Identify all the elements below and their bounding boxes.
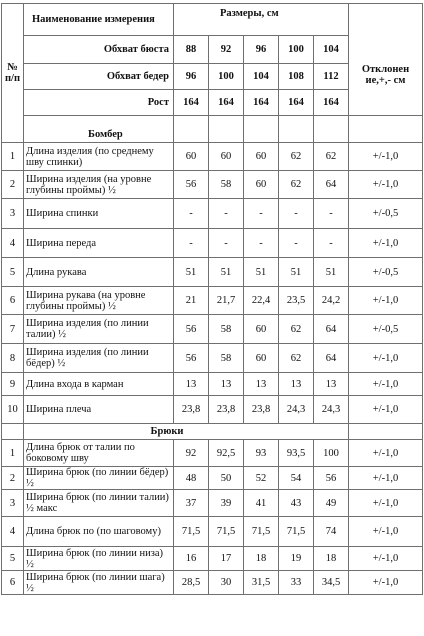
hip-size: 112 [314,64,349,90]
size-value: 23,8 [209,396,244,424]
size-value: 62 [279,344,314,373]
size-value: 13 [279,373,314,396]
bust-label: Обхват бюста [24,36,174,64]
size-value: 51 [209,258,244,287]
size-value: 64 [314,171,349,199]
table-row [2,373,423,396]
size-value: 71,5 [209,517,244,547]
deviation-value: +/-0,5 [349,315,423,344]
size-value: 31,5 [244,571,279,595]
height-size: 164 [174,90,209,116]
size-value: 56 [174,315,209,344]
table-row [2,143,423,171]
col-name-header: Наименование измерения [24,4,174,36]
measurement-name: Ширина плеча [24,396,174,424]
size-value: 30 [209,571,244,595]
deviation-value: +/-1,0 [349,373,423,396]
size-value: 62 [279,171,314,199]
size-value: 43 [279,490,314,517]
size-value: - [244,199,279,229]
height-size: 164 [314,90,349,116]
size-value: 92,5 [209,440,244,467]
deviation-value: +/-1,0 [349,143,423,171]
measurement-name: Ширина изделия (на уровне глубины проймы) ½ [24,171,174,199]
size-value: 71,5 [244,517,279,547]
size-value: 16 [174,547,209,571]
size-value: 60 [174,143,209,171]
section-title: Бомбер [24,116,174,143]
size-value: 33 [279,571,314,595]
height-label: Рост [24,90,174,116]
size-value: 64 [314,315,349,344]
deviation-value: +/-1,0 [349,287,423,315]
measurement-name: Длина входа в карман [24,373,174,396]
deviation-value: +/-1,0 [349,396,423,424]
table-row [2,229,423,258]
measurement-name: Длина изделия (по среднему шву спинки) [24,143,174,171]
deviation-value: +/-1,0 [349,440,423,467]
measurement-table [1,3,423,595]
measurement-name: Ширина рукава (на уровне глубины проймы) ½ [24,287,174,315]
size-value: 60 [244,143,279,171]
row-number: 2 [2,171,24,199]
size-value: 23,5 [279,287,314,315]
size-value: 51 [174,258,209,287]
size-value: 54 [279,467,314,490]
row-number: 8 [2,344,24,373]
measurement-name: Ширина изделия (по линии бёдер) ½ [24,344,174,373]
size-value: 60 [244,171,279,199]
size-value: 23,8 [244,396,279,424]
header-row-bust [2,36,423,64]
section-title-row [2,116,423,143]
row-number: 1 [2,143,24,171]
size-value: 41 [244,490,279,517]
size-value: 28,5 [174,571,209,595]
size-value: - [244,229,279,258]
size-value: 60 [244,315,279,344]
measurement-name: Длина рукава [24,258,174,287]
measurement-name: Длина брюк от талии по боковому шву [24,440,174,467]
row-number: 3 [2,199,24,229]
size-value: 21,7 [209,287,244,315]
size-value: 100 [314,440,349,467]
hip-size: 108 [279,64,314,90]
table-row [2,571,423,595]
size-value: - [279,199,314,229]
size-value: 92 [174,440,209,467]
size-value: 13 [209,373,244,396]
size-value: 52 [244,467,279,490]
deviation-value: +/-1,0 [349,467,423,490]
size-value: 71,5 [279,517,314,547]
bust-size: 100 [279,36,314,64]
table-row [2,517,423,547]
deviation-value: +/-1,0 [349,229,423,258]
size-value: 62 [279,143,314,171]
table-row [2,547,423,571]
size-value: 21 [174,287,209,315]
size-value: 34,5 [314,571,349,595]
table-row [2,467,423,490]
table-row [2,258,423,287]
row-number: 4 [2,517,24,547]
size-value: 13 [244,373,279,396]
size-value: 58 [209,344,244,373]
size-value: 17 [209,547,244,571]
deviation-value: +/-1,0 [349,517,423,547]
deviation-value: +/-0,5 [349,258,423,287]
size-value: 93,5 [279,440,314,467]
size-value: 58 [209,315,244,344]
size-value: 51 [279,258,314,287]
row-number: 6 [2,571,24,595]
deviation-value: +/-1,0 [349,490,423,517]
col-deviation-header: Отклонен ие,+,- см [349,36,423,116]
height-size: 164 [244,90,279,116]
bust-size: 88 [174,36,209,64]
size-value: 18 [244,547,279,571]
table-row [2,171,423,199]
row-number: 2 [2,467,24,490]
bust-size: 96 [244,36,279,64]
measurement-name: Ширина брюк (по линии бёдер) ½ [24,467,174,490]
section-title: Брюки [24,424,349,440]
size-value: 62 [279,315,314,344]
table-row [2,199,423,229]
size-value: 58 [209,171,244,199]
row-number: 5 [2,547,24,571]
measurement-name: Ширина спинки [24,199,174,229]
size-value: 24,3 [279,396,314,424]
size-value: - [209,199,244,229]
size-value: 13 [174,373,209,396]
deviation-value: +/-1,0 [349,171,423,199]
bust-size: 92 [209,36,244,64]
size-value: 56 [314,467,349,490]
measurement-name: Ширина брюк (по линии шага) ½ [24,571,174,595]
measurement-name: Ширина изделия (по линии талии) ½ [24,315,174,344]
size-value: 51 [244,258,279,287]
section-title-row [2,424,423,440]
size-value: 60 [209,143,244,171]
size-value: 74 [314,517,349,547]
size-value: 39 [209,490,244,517]
table-row [2,440,423,467]
height-size: 164 [279,90,314,116]
table-row [2,490,423,517]
row-number: 3 [2,490,24,517]
col-sizes-header: Размеры, см [174,4,349,36]
hip-size: 104 [244,64,279,90]
header-row-title [2,4,423,36]
size-value: - [174,199,209,229]
size-value: 71,5 [174,517,209,547]
bust-size: 104 [314,36,349,64]
size-value: - [209,229,244,258]
table-row [2,315,423,344]
row-number: 5 [2,258,24,287]
deviation-value: +/-1,0 [349,344,423,373]
size-value: - [174,229,209,258]
size-value: 60 [244,344,279,373]
row-number: 10 [2,396,24,424]
measurement-name: Ширина брюк (по линии низа) ½ [24,547,174,571]
measurement-name: Длина брюк по (по шаговому) [24,517,174,547]
hip-size: 100 [209,64,244,90]
size-value: 24,3 [314,396,349,424]
size-value: 62 [314,143,349,171]
size-value: 23,8 [174,396,209,424]
row-number: 7 [2,315,24,344]
size-value: 48 [174,467,209,490]
size-value: 37 [174,490,209,517]
size-value: 93 [244,440,279,467]
row-number: 1 [2,440,24,467]
size-value: 56 [174,344,209,373]
height-size: 164 [209,90,244,116]
size-value: 24,2 [314,287,349,315]
deviation-value: +/-0,5 [349,199,423,229]
deviation-value: +/-1,0 [349,547,423,571]
measurement-name: Ширина брюк (по линии талии) ½ макс [24,490,174,517]
size-value: 64 [314,344,349,373]
size-value: 51 [314,258,349,287]
hip-size: 96 [174,64,209,90]
hip-label: Обхват бедер [24,64,174,90]
size-value: 13 [314,373,349,396]
size-value: - [314,199,349,229]
table-row [2,344,423,373]
size-value: 18 [314,547,349,571]
table-row [2,396,423,424]
deviation-value: +/-1,0 [349,571,423,595]
size-value: 50 [209,467,244,490]
size-value: 19 [279,547,314,571]
size-value: 22,4 [244,287,279,315]
row-number: 6 [2,287,24,315]
row-number: 4 [2,229,24,258]
col-number-header: № п/п [2,4,24,143]
size-value: - [314,229,349,258]
size-value: 56 [174,171,209,199]
row-number: 9 [2,373,24,396]
size-value: - [279,229,314,258]
measurement-name: Ширина переда [24,229,174,258]
table-row [2,287,423,315]
size-value: 49 [314,490,349,517]
